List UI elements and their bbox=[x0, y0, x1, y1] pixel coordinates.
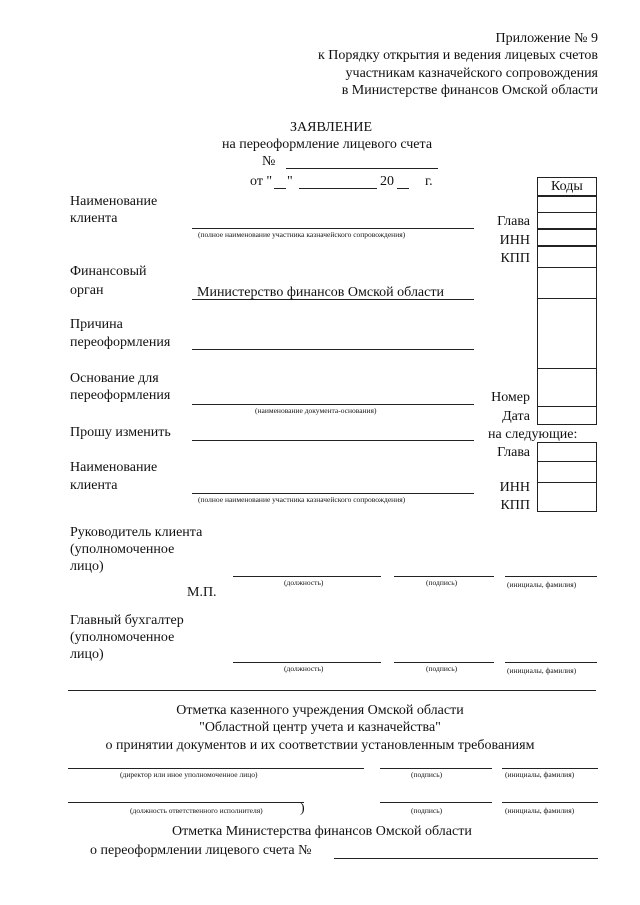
date-quote-close: " bbox=[287, 174, 293, 189]
treasury-executor-line[interactable] bbox=[68, 802, 304, 803]
appendix-title: Приложение № 9 bbox=[495, 31, 598, 46]
codes-glava2-label: Глава bbox=[497, 445, 530, 460]
codes-reason-box bbox=[537, 298, 597, 369]
head-initials-hint: (инициалы, фамилия) bbox=[507, 580, 577, 589]
treasury-director-initials-hint: (инициалы, фамилия) bbox=[505, 770, 575, 779]
date-day-line[interactable] bbox=[274, 188, 286, 189]
appendix-line-3: участникам казначейского сопровождения bbox=[345, 66, 598, 81]
treasury-executor-signature-line[interactable] bbox=[380, 802, 492, 803]
head-signature-line[interactable] bbox=[394, 576, 494, 577]
codes-blank-box-1 bbox=[537, 196, 597, 213]
head-label-2: (уполномоченное bbox=[70, 542, 175, 557]
client-name-label-2: клиента bbox=[70, 211, 118, 226]
date-suffix: г. bbox=[425, 174, 433, 189]
accountant-label-2: (уполномоченное bbox=[70, 630, 175, 645]
appendix-line-2: к Порядку открытия и ведения лицевых счетов bbox=[317, 48, 598, 63]
codes-glava2-box[interactable] bbox=[537, 442, 597, 462]
treasury-executor-bracket: ) bbox=[300, 801, 305, 816]
date-year-line[interactable] bbox=[397, 188, 409, 189]
account-number-line[interactable] bbox=[286, 168, 438, 169]
treasury-executor-initials-line[interactable] bbox=[502, 802, 598, 803]
document-title: ЗАЯВЛЕНИЕ bbox=[290, 120, 373, 135]
stamp-place: М.П. bbox=[187, 585, 217, 600]
reason-line[interactable] bbox=[192, 349, 474, 350]
head-label-3: лицо) bbox=[70, 559, 104, 574]
codes-inn-box[interactable] bbox=[537, 229, 597, 246]
codes-nomer-box[interactable] bbox=[537, 368, 597, 407]
change-label: Прошу изменить bbox=[70, 425, 171, 440]
treasury-director-signature-hint: (подпись) bbox=[411, 770, 443, 779]
accountant-label-1: Главный бухгалтер bbox=[70, 613, 184, 628]
basis-hint: (наименование документа-основания) bbox=[255, 406, 377, 415]
head-position-hint: (должность) bbox=[284, 578, 324, 587]
client-name-line[interactable] bbox=[192, 228, 474, 229]
fin-organ-label-1: Финансовый bbox=[70, 264, 147, 279]
codes-glava-label: Глава bbox=[497, 214, 530, 229]
fin-organ-value: Министерство финансов Омской области bbox=[197, 285, 444, 300]
accountant-position-line[interactable] bbox=[233, 662, 381, 663]
document-subtitle: на переоформление лицевого счета bbox=[222, 137, 433, 152]
codes-fin-organ-box[interactable] bbox=[537, 267, 597, 299]
new-client-label-2: клиента bbox=[70, 478, 118, 493]
ministry-title: Отметка Министерства финансов Омской области bbox=[172, 824, 472, 839]
fin-organ-line[interactable] bbox=[192, 299, 474, 300]
treasury-title-2: "Областной центр учета и казначейства" bbox=[199, 720, 441, 735]
codes-header-box bbox=[537, 177, 597, 196]
treasury-title-3: о принятии документов и их соответствии установленным требованиям bbox=[105, 738, 535, 753]
treasury-director-hint: (директор или иное уполномоченное лицо) bbox=[120, 770, 258, 779]
accountant-position-hint: (должность) bbox=[284, 664, 324, 673]
reason-label-1: Причина bbox=[70, 317, 123, 332]
section-divider bbox=[68, 690, 596, 691]
treasury-director-initials-line[interactable] bbox=[502, 768, 598, 769]
head-initials-line[interactable] bbox=[505, 576, 597, 577]
accountant-initials-hint: (инициалы, фамилия) bbox=[507, 666, 577, 675]
treasury-executor-initials-hint: (инициалы, фамилия) bbox=[505, 806, 575, 815]
codes-inn2-label: ИНН bbox=[499, 480, 530, 495]
accountant-label-3: лицо) bbox=[70, 647, 104, 662]
head-position-line[interactable] bbox=[233, 576, 381, 577]
codes-inn2-box[interactable] bbox=[537, 461, 597, 483]
accountant-signature-hint: (подпись) bbox=[426, 664, 458, 673]
treasury-director-signature-line[interactable] bbox=[380, 768, 492, 769]
new-client-line[interactable] bbox=[192, 493, 474, 494]
date-prefix: от " bbox=[250, 174, 273, 189]
codes-header: Коды bbox=[551, 179, 583, 194]
client-name-hint: (полное наименование участника казначейского сопровождения) bbox=[198, 230, 406, 239]
reason-label-2: переоформления bbox=[70, 335, 171, 350]
codes-kpp2-label: КПП bbox=[500, 498, 530, 513]
treasury-executor-signature-hint: (подпись) bbox=[411, 806, 443, 815]
date-month-line[interactable] bbox=[299, 188, 377, 189]
codes-inn-label: ИНН bbox=[499, 233, 530, 248]
treasury-executor-hint: (должность ответственного исполнителя) bbox=[130, 806, 263, 815]
codes-kpp-box[interactable] bbox=[537, 246, 597, 268]
ministry-account-line[interactable] bbox=[334, 858, 598, 859]
treasury-director-line[interactable] bbox=[68, 768, 364, 769]
codes-glava-box[interactable] bbox=[537, 212, 597, 229]
accountant-initials-line[interactable] bbox=[505, 662, 597, 663]
treasury-title-1: Отметка казенного учреждения Омской области bbox=[176, 703, 464, 718]
accountant-signature-line[interactable] bbox=[394, 662, 494, 663]
date-year-prefix: 20 bbox=[380, 174, 394, 189]
account-number-label: № bbox=[262, 154, 276, 169]
codes-kpp2-box[interactable] bbox=[537, 482, 597, 512]
appendix-line-4: в Министерстве финансов Омской области bbox=[341, 83, 598, 98]
basis-label-1: Основание для bbox=[70, 371, 159, 386]
basis-line[interactable] bbox=[192, 404, 474, 405]
new-client-label-1: Наименование bbox=[70, 460, 158, 475]
head-signature-hint: (подпись) bbox=[426, 578, 458, 587]
codes-data-box[interactable] bbox=[537, 406, 597, 425]
client-name-label-1: Наименование bbox=[70, 194, 158, 209]
fin-organ-label-2: орган bbox=[70, 283, 104, 298]
codes-next-label: на следующие: bbox=[488, 427, 578, 442]
basis-label-2: переоформления bbox=[70, 388, 171, 403]
codes-data-label: Дата bbox=[502, 409, 530, 424]
head-label-1: Руководитель клиента bbox=[70, 525, 203, 540]
codes-nomer-label: Номер bbox=[491, 390, 530, 405]
ministry-account-label: о переоформлении лицевого счета № bbox=[90, 843, 312, 858]
new-client-hint: (полное наименование участника казначейского сопровождения) bbox=[198, 495, 406, 504]
change-line[interactable] bbox=[192, 440, 474, 441]
codes-kpp-label: КПП bbox=[500, 251, 530, 266]
